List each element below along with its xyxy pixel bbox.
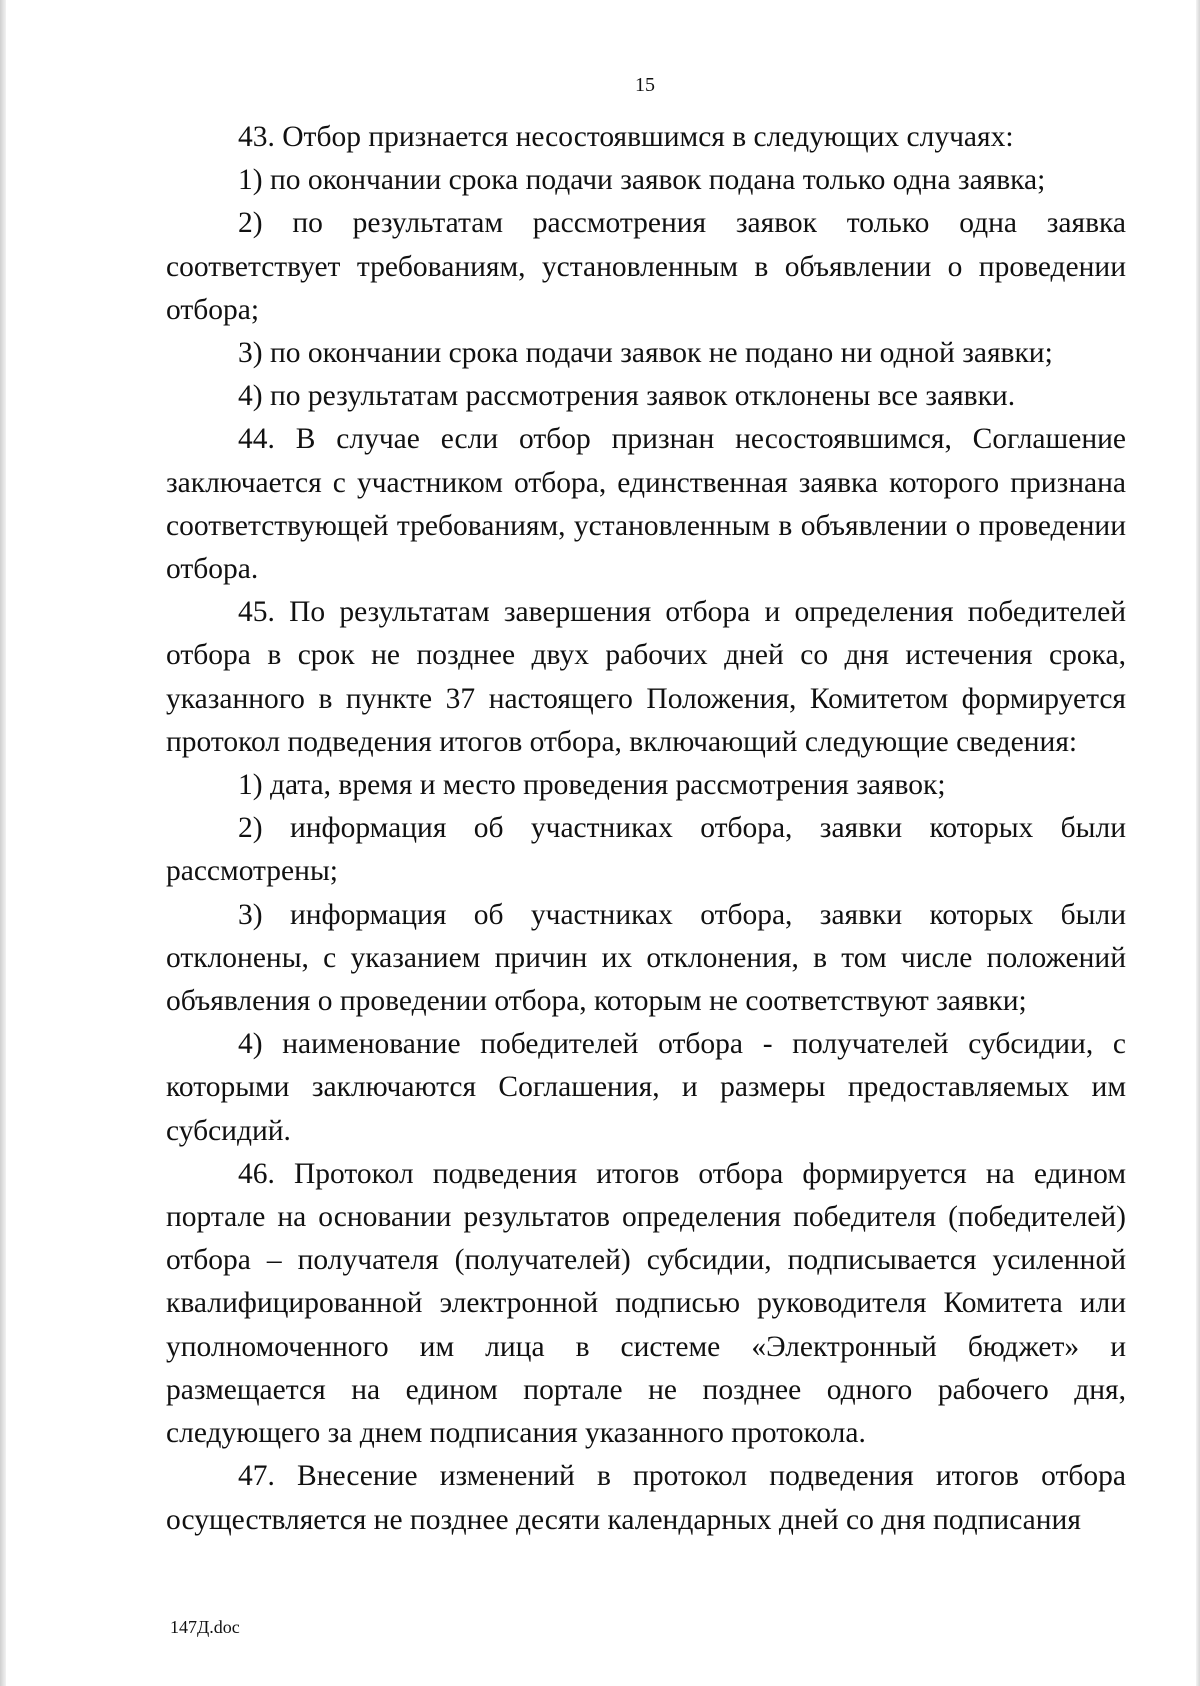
paragraph-46: 46. Протокол подведения итогов отбора формируется на едином портале на основании результатов определения победителя (победителей) отбора – получателя (получателей) субсидии, подписывается усиленной квалифицированной электронной подписью руководителя Комитета или уполномоченного им лица в системе «Электронный бюджет» и размещается на едином портале не позднее одного рабочего дня, следующего за днем подписания указанного протокола. [166,1157,1126,1450]
document-body [166,116,1126,1542]
page-number: 15 [635,74,655,96]
paragraph-43-item-4: 4) по результатам рассмотрения заявок отклонены все заявки. [238,380,1016,413]
footer-filename: 147Д.doc [170,1617,240,1637]
paragraph-43-item-2: 2) по результатам рассмотрения заявок только одна заявка соответствует требованиям, установленным в объявлении о проведении отбора; [166,207,1126,326]
paragraph-43-item-1: 1) по окончании срока подачи заявок подана только одна заявка; [238,164,1046,197]
paragraph-45-item-3: 3) информация об участниках отбора, заявки которых были отклонены, с указанием причин их отклонения, в том числе положений объявления о проведении отбора, которым не соответствуют заявки; [166,898,1126,1018]
scan-edge-right [1196,0,1200,1686]
paragraph-47: 47. Внесение изменений в протокол подведения итогов отбора осуществляется не позднее десяти календарных дней со дня подписания [166,1460,1126,1536]
paragraph-45-item-2: 2) информация об участниках отбора, заявки которых были рассмотрены; [166,812,1126,888]
paragraph-45: 45. По результатам завершения отбора и определения победителей отбора в срок не позднее двух рабочих дней со дня истечения срока, указанного в пункте 37 настоящего Положения, Комитетом формируется протокол подведения итогов отбора, включающий следующие сведения: [166,596,1126,758]
paragraph-43-item-3: 3) по окончании срока подачи заявок не подано ни одной заявки; [238,337,1053,370]
paragraph-45-item-1: 1) дата, время и место проведения рассмотрения заявок; [238,769,946,802]
paragraph-43: 43. Отбор признается несостоявшимся в следующих случаях: [238,121,1014,153]
paragraph-45-item-4: 4) наименование победителей отбора - получателей субсидии, с которыми заключаются Соглашения, и размеры предоставляемых им субсидий. [166,1028,1126,1147]
paragraph-44: 44. В случае если отбор признан несостоявшимся, Соглашение заключается с участником отбора, единственная заявка которого признана соответствующей требованиям, установленным в объявлении о проведении отбора. [166,423,1126,586]
scan-edge-left [0,0,6,1686]
